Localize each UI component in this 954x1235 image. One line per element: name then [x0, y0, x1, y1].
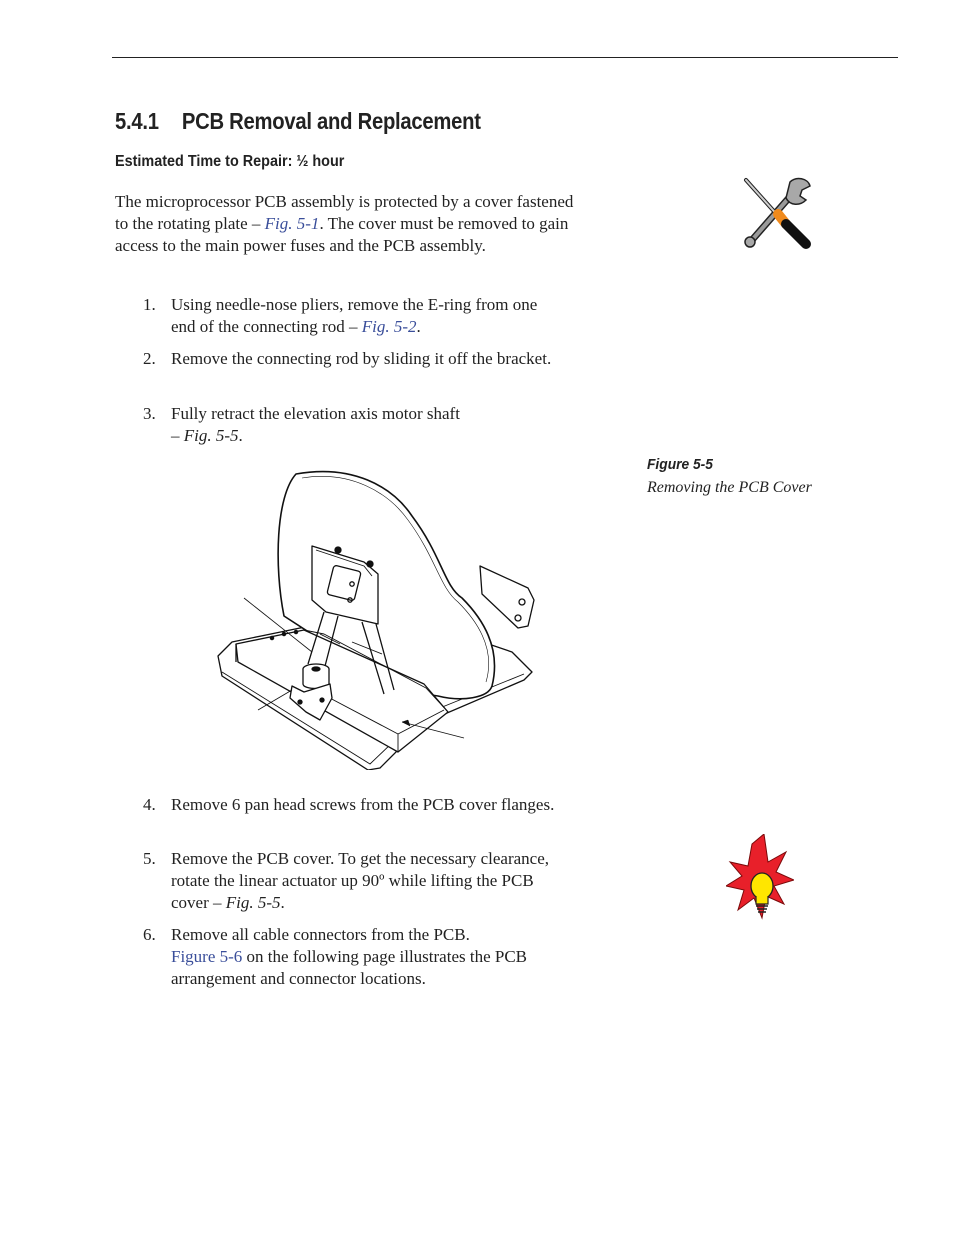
step-punct: . — [238, 426, 243, 445]
figure-label: Figure 5-5 — [647, 456, 713, 473]
step-number: 6. — [143, 925, 156, 944]
intro-text-1: The microprocessor PCB assembly is protected by a cover fastened to the rotating plate – — [115, 192, 574, 233]
step-2 — [143, 348, 563, 370]
step-4 — [143, 794, 563, 816]
step-1 — [143, 294, 563, 338]
figure-5-6-link[interactable]: Figure 5-6 — [171, 947, 243, 966]
step-text-continued: on the following page illustrates the PCB arrangement and connector locations. — [171, 947, 528, 988]
fig-5-2-link[interactable]: Fig. 5-2 — [361, 317, 417, 336]
section-heading — [115, 108, 481, 135]
step-number: 4. — [143, 795, 156, 814]
step-text: Using needle-nose pliers, remove the E-ring from one end of the connecting rod – — [171, 295, 538, 336]
wrench-screwdriver-icon — [740, 174, 814, 250]
figure-caption: Removing the PCB Cover — [647, 479, 812, 496]
fig-5-5-ref: Fig. 5-5 — [225, 893, 281, 912]
section-number: 5.4.1 — [115, 108, 159, 134]
step-6 — [143, 924, 563, 990]
step-5 — [143, 848, 563, 914]
step-number: 5. — [143, 849, 156, 868]
step-text: Remove the PCB cover. To get the necessary clearance, rotate the linear actuator up 90º while lifting the PCB cover – — [171, 849, 550, 912]
step-text: Fully retract the elevation axis motor shaft — [171, 404, 460, 423]
step-text: Remove all cable connectors from the PCB. — [171, 925, 470, 944]
step-punct: . — [280, 893, 285, 912]
repair-time-estimate: Estimated Time to Repair: ½ hour — [115, 153, 345, 170]
header-rule — [112, 57, 898, 58]
fig-5-1-link[interactable]: Fig. 5-1 — [264, 214, 320, 233]
step-number: 2. — [143, 349, 156, 368]
section-title: PCB Removal and Replacement — [181, 108, 481, 134]
step-punct: . — [416, 317, 421, 336]
step-3 — [143, 403, 563, 447]
fig-5-5-ref: – Fig. 5-5 — [171, 426, 239, 445]
step-number: 1. — [143, 295, 156, 314]
intro-paragraph — [115, 191, 590, 257]
step-text: Remove the connecting rod by sliding it off the bracket. — [171, 349, 552, 368]
step-number: 3. — [143, 404, 156, 423]
pcb-cover-removal-drawing — [212, 466, 538, 770]
lightbulb-tip-icon — [726, 834, 794, 920]
step-text: Remove 6 pan head screws from the PCB cover flanges. — [171, 795, 555, 814]
intro-text-2: . The cover must be removed to gain access to the main power fuses and the PCB assembly. — [115, 214, 569, 255]
